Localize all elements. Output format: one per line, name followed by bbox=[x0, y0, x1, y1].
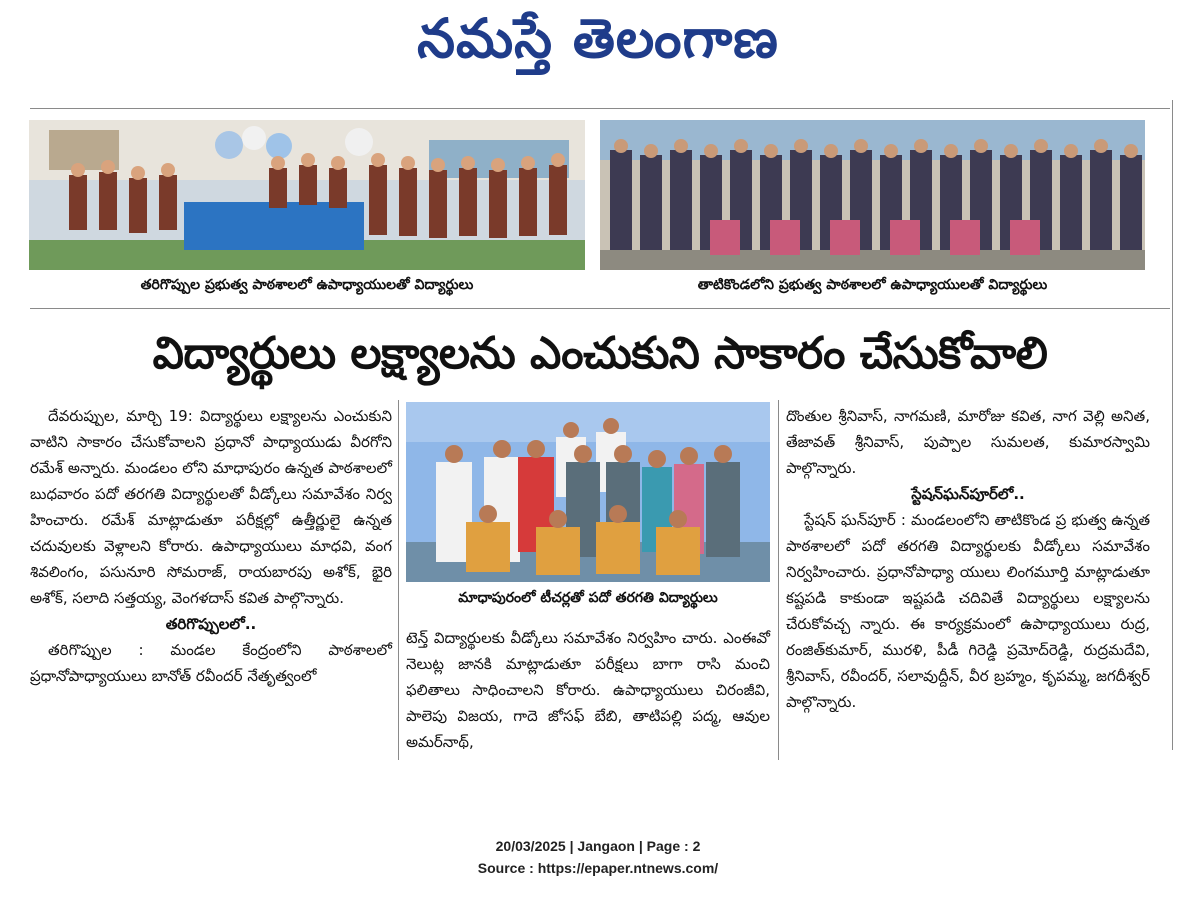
article-column-1 bbox=[30, 403, 392, 689]
column-rule bbox=[778, 400, 779, 760]
subheading-tarigoppula: తరిగొప్పులలో.. bbox=[165, 615, 257, 633]
article-paragraph: తరిగొప్పుల : మండల కేంద్రంలోని పాఠశాలలో ప్రధానోపాధ్యాయులు బానోత్ రవీందర్ నేతృత్వంలో bbox=[30, 641, 392, 685]
headline-top-rule bbox=[30, 308, 1170, 309]
footer-date-edition: 20/03/2025 | Jangaon | Page : 2 bbox=[495, 838, 701, 854]
masthead-logo: నమస్తే తెలంగాణ bbox=[417, 6, 779, 70]
article-column-2 bbox=[406, 625, 770, 755]
headline: విద్యార్థులు లక్ష్యాలను ఎంచుకుని సాకారం చేసుకోవాలి bbox=[152, 328, 1048, 379]
photo-caption-3: మాధాపురంలో టీచర్లతో పదో తరగతి విద్యార్థులు bbox=[458, 590, 718, 606]
subheading-station-ghanpur: స్టేషన్‌ఘన్‌పూర్‌లో.. bbox=[911, 485, 1025, 503]
column-rule bbox=[398, 400, 399, 760]
article-paragraph: దేవరుప్పుల, మార్చి 19: విద్యార్థులు లక్ష్యాలను ఎంచుకుని వాటిని సాకారం చేసుకోవాలని ప్రధానో పాధ్యాయుడు వీరగోని రమేశ్ అన్నారు. మండలం లోని మాధాపురం ఉన్నత పాఠశాలలో బుధవారం పదో తరగతి విద్యార్థులతో వీడ్కోలు సమావేశం నిర్వ హించారు. రమేశ్ మాట్లాడుతూ పరీక్షల్లో ఉత్తీర్ణులై ఉన్నత చదువులకు వెళ్లాలని కోరారు. ఉపాధ్యాయులు మాధవి, వంగ శివలింగం, పసునూరి సోమరాజ్, రాయబారపు అశోక్, భైరి అశోక్, సలాది సత్తయ్య, వెంగళదాస్ కవిత పాల్గొన్నారు. bbox=[30, 407, 392, 607]
photo-madhapuram-group bbox=[406, 402, 770, 582]
masthead-rule bbox=[30, 108, 1170, 109]
photo-caption-1: తరిగొప్పుల ప్రభుత్వ పాఠశాలలో ఉపాధ్యాయులతో విద్యార్థులు bbox=[140, 277, 474, 293]
article-paragraph: దొంతుల శ్రీనివాస్, నాగమణి, మారోజు కవిత, నాగ వెల్లి అనిత, తేజావత్ శ్రీనివాస్, పుప్పాల సుమలత, కుమారస్వామి పాల్గొన్నారు. bbox=[786, 407, 1150, 477]
photo-tarigoppula-group bbox=[29, 120, 585, 270]
photo-tatikonda-group bbox=[600, 120, 1145, 270]
right-margin-rule bbox=[1172, 100, 1173, 750]
photo-caption-2: తాటికొండలోని ప్రభుత్వ పాఠశాలలో ఉపాధ్యాయులతో విద్యార్థులు bbox=[697, 277, 1048, 293]
article-paragraph: స్టేషన్ ఘన్‌పూర్ : మండలంలోని తాటికొండ ప్ర భుత్వ ఉన్నత పాఠశాలలో పదో తరగతి విద్యార్థులకు వీడ్కోలు సమావేశం నిర్వహించారు. ప్రధానోపాధ్యా యులు లింగమూర్తి మాట్లాడుతూ కష్టపడి కాకుండా ఇష్టపడి చదివితే విద్యార్థులు లక్ష్యాలను చేరుకోవచ్చ న్నారు. ఈ కార్యక్రమంలో ఉపాధ్యాయులు రుద్ర, రంజిత్‌కుమార్, మురళి, పీడీ గిరెడ్డి ప్రమోద్‌రెడ్డి, రుద్రమదేవి, శ్రీనివాస్, రవీందర్, సలావుద్దీన్, వీర బ్రహ్మం, కృపమ్మ, జగదీశ్వర్ పాల్గొన్నారు. bbox=[786, 511, 1150, 711]
article-column-3 bbox=[786, 403, 1150, 715]
masthead bbox=[0, 0, 1196, 95]
footer-source: Source : https://epaper.ntnews.com/ bbox=[477, 860, 719, 876]
article-paragraph: టెన్త్ విద్యార్థులకు వీడ్కోలు సమావేశం నిర్వహిం చారు. ఎంఈవో నెలుట్ల జానకి మాట్లాడుతూ పరీక్షలు బాగా రాసి మంచి ఫలితాలు సాధించాలని కోరారు. ఉపాధ్యాయులు చిరంజీవి, పాలెపు విజయ, గాదె జోసఫ్ బేబి, తాటిపల్లి పద్మ, ఆవుల అమర్‌నాథ్, bbox=[406, 629, 770, 751]
